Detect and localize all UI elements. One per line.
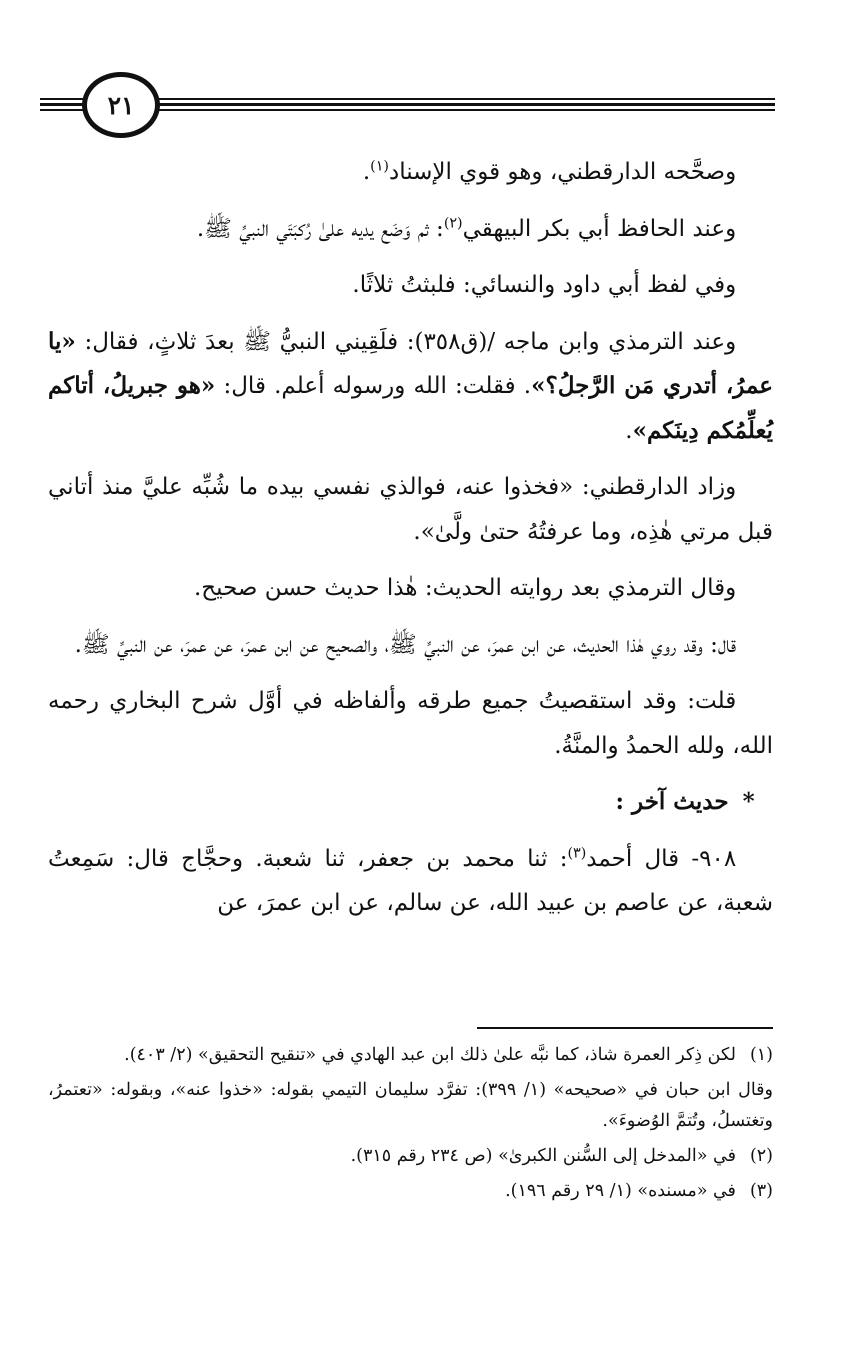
- paragraph-5: وزاد الدارقطني: «فخذوا عنه، فوالذي نفسي بيده ما شُبِّه عليَّ منذ أتاني قبل مرتي هٰذِه، وما عرفتُهُ حتىٰ ولَّىٰ».: [48, 474, 773, 545]
- footnote-1-number: (١): [749, 1045, 773, 1065]
- section-title: حديث آخر :: [615, 788, 729, 815]
- paragraph-1-end: .: [362, 159, 371, 185]
- paragraph-6: وقال الترمذي بعد روايته الحديث: هٰذا حديث حسن صحيح.: [193, 575, 737, 601]
- paragraph-3: وفي لفظ أبي داود والنسائي: فلبثتُ ثلاثًا.: [352, 272, 737, 298]
- footnotes: [48, 1040, 773, 1211]
- footnote-ref-1: (١): [370, 158, 389, 175]
- hadith-number: ٩٠٨- قال أحمد: [586, 845, 737, 872]
- paragraph-4-part-a: وعند الترمذي وابن ماجه /(ق٣٥٨): فلَقِيني النبيُّ ﷺ بعدَ ثلاثٍ، فقال:: [75, 328, 737, 355]
- paragraph-4: [48, 320, 773, 454]
- paragraph-9: [48, 837, 773, 926]
- paragraph-1: [48, 150, 773, 195]
- paragraph-2-text: وعند الحافظ أبي بكر البيهقي: [462, 215, 737, 242]
- paragraph-4-end: .: [625, 417, 633, 444]
- footnote-separator: [477, 1027, 773, 1029]
- footnote-2-text: في «المدخل إلى السُّنن الكبرىٰ» (ص ٢٣٤ رقم ٣١٥).: [350, 1146, 736, 1166]
- footnote-2-number: (٢): [749, 1146, 773, 1166]
- paragraph-4-part-b: . فقلت: الله ورسوله أعلم. قال:: [215, 373, 532, 399]
- quote-jibril: «هو جبريلُ، أتاكم يُعلِّمُكم دِينَكم»: [48, 372, 773, 444]
- paragraph-2-end: : ثم وَضَع يديه علىٰ رُكبَتَي النبيِّ ﷺ.: [196, 215, 444, 242]
- footnote-1-text: لكن ذِكر العمرة شاذ، كما نبَّه علىٰ ذلك ابن عبد الهادي في «تنقيح التحقيق» (٢/ ٤٠٣).: [124, 1045, 736, 1065]
- page-number: ٢١: [82, 72, 160, 138]
- paragraph-9-text: : ثنا محمد بن جعفر، ثنا شعبة. وحجَّاج قال: سَمِعتُ شعبة، عن عاصم بن عبيد الله، عن سالم، عن ابن عمرَ، عن: [48, 845, 773, 916]
- section-heading: [48, 780, 773, 825]
- page-header: [40, 72, 775, 142]
- main-text: [48, 150, 773, 938]
- star-icon: *: [742, 788, 755, 815]
- footnote-3-text: في «مسنده» (١/ ٢٩ رقم ١٩٦).: [505, 1181, 736, 1201]
- paragraph-1-text: وصحَّحه الدارقطني، وهو قوي الإسناد: [388, 159, 737, 185]
- paragraph-2: [48, 207, 773, 252]
- paragraph-7: قال: وقد روي هٰذا الحديث، عن ابن عمرَ، عن النبيِّ ﷺ، والصحيح عن ابن عمرَ، عن عمرَ، عن النبيِّ ﷺ.: [74, 631, 737, 658]
- footnote-ref-2: (٢): [443, 214, 463, 231]
- footnote-ref-3: (٣): [567, 844, 587, 861]
- footnote-3: [48, 1176, 773, 1207]
- paragraph-8: قلت: وقد استقصيتُ جميع طرقه وألفاظه في أوَّل شرح البخاري رحمه الله، ولله الحمدُ والمنَّةُ.: [48, 688, 773, 759]
- footnote-1-continuation: وقال ابن حبان في «صحيحه» (١/ ٣٩٩): تفرَّد سليمان التيمي بقوله: «خذوا عنه»، وبقوله: «تعتمرُ، وتغتسلُ، وتُتمَّ الوُضوءَ».: [48, 1080, 773, 1131]
- footnote-3-number: (٣): [749, 1181, 773, 1201]
- footnote-2: [48, 1141, 773, 1172]
- quote-ya-umar: «يا عمرُ، أتدري مَن الرَّجلُ؟»: [48, 327, 773, 399]
- footnote-1: [48, 1040, 773, 1071]
